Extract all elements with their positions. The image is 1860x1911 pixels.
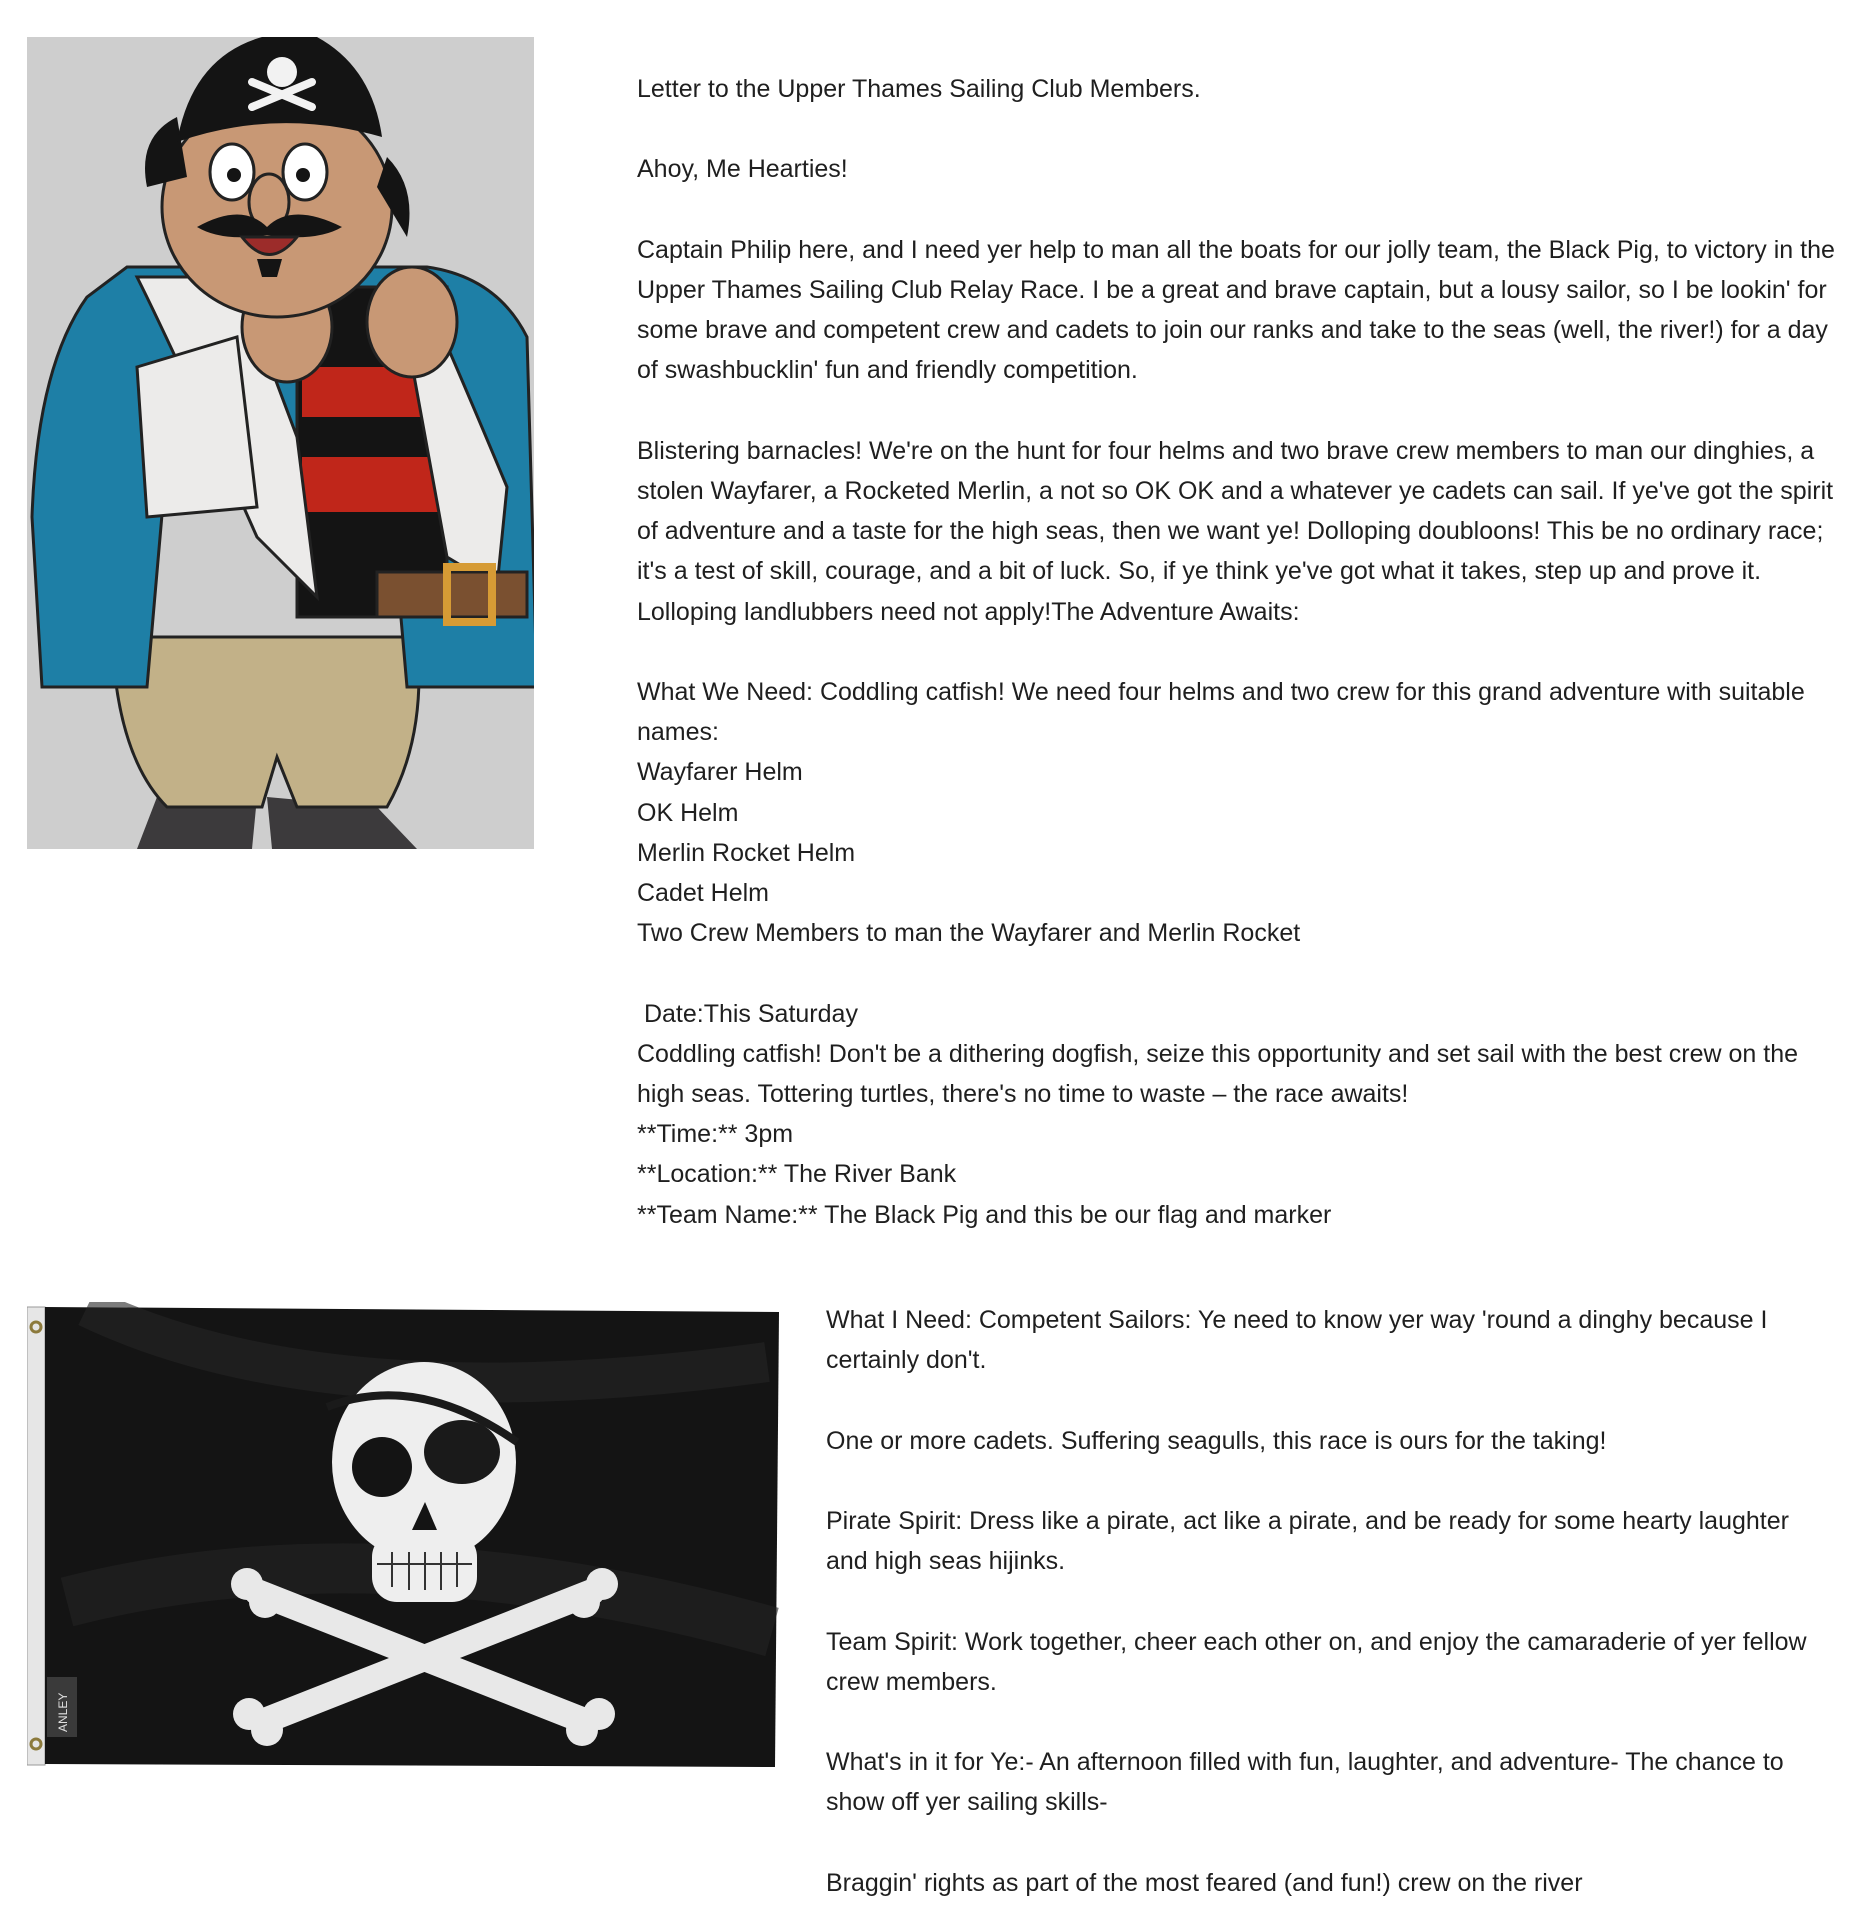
needs-list-item: Two Crew Members to man the Wayfarer and Merlin Rocket <box>637 919 1301 948</box>
flag-brand-label: ANLEY <box>56 1692 70 1732</box>
competent-sailors-paragraph: What I Need: Competent Sailors: Ye need to know yer way 'round a dinghy because I certainly don't. <box>826 1306 1775 1375</box>
paragraph-gap <box>826 1461 1836 1501</box>
intro-paragraph: Captain Philip here, and I need yer help to man all the boats for our jolly team, the Black Pig, to victory in the Upper Thames Sailing Club Relay Race. I be a great and brave captain, but a lousy sailor, so I be lookin' for some brave and competent crew and cadets to join our ranks and take to the seas (well, the river!) for a day of swashbucklin' fun and friendly competition. <box>637 235 1842 385</box>
needs-list-item: OK Helm <box>637 798 739 827</box>
paragraph-gap <box>637 953 1837 993</box>
braggin-rights-paragraph: Braggin' rights as part of the most feared (and fun!) crew on the river <box>826 1868 1583 1897</box>
call-paragraph: Coddling catfish! Don't be a dithering dogfish, seize this opportunity and set sail with the best crew on the high seas. Tottering turtles, there's no time to waste – the race awaits! <box>637 1039 1805 1108</box>
needs-intro: What We Need: Coddling catfish! We need four helms and two crew for this grand adventure with suitable names: <box>637 677 1812 747</box>
needs-list-item: Merlin Rocket Helm <box>637 838 856 867</box>
paragraph-gap <box>637 391 1837 431</box>
paragraph-gap <box>637 109 1837 149</box>
letter-text <box>637 69 1842 1235</box>
paragraph-gap <box>826 1581 1836 1621</box>
greeting: Ahoy, Me Hearties! <box>637 155 848 184</box>
team-spirit-paragraph: Team Spirit: Work together, cheer each other on, and enjoy the camaraderie of yer fellow crew members. <box>826 1627 1814 1696</box>
paragraph-gap <box>826 1823 1836 1863</box>
needs-list-item: Wayfarer Helm <box>637 758 803 787</box>
jolly-roger-flag-icon <box>27 1302 779 1769</box>
jolly-roger-flag-image <box>27 1302 779 1769</box>
pirate-captain-icon <box>27 37 534 849</box>
requirements-text <box>826 1300 1836 1903</box>
needs-list-item: Cadet Helm <box>637 879 769 907</box>
team-name-line: **Team Name:** The Black Pig and this be our flag and marker <box>637 1200 1332 1229</box>
whats-in-it-paragraph: What's in it for Ye:- An afternoon filled with fun, laughter, and adventure- The chance to show off yer sailing skills- <box>826 1748 1791 1817</box>
paragraph-gap <box>826 1702 1836 1742</box>
time-line: **Time:** 3pm <box>637 1120 794 1149</box>
letter-title: Letter to the Upper Thames Sailing Club Members. <box>637 75 1201 103</box>
paragraph-gap <box>826 1380 1836 1420</box>
date-line: Date:This Saturday <box>637 999 858 1028</box>
paragraph-gap <box>637 190 1837 230</box>
paragraph-gap <box>637 632 1837 672</box>
captain-pirate-image <box>27 37 534 849</box>
location-line: **Location:** The River Bank <box>637 1160 957 1189</box>
cadets-paragraph: One or more cadets. Suffering seagulls, this race is ours for the taking! <box>826 1426 1607 1455</box>
hunt-paragraph: Blistering barnacles! We're on the hunt for four helms and two brave crew members to man our dinghies, a stolen Wayfarer, a Rocketed Merlin, a not so OK OK and a whatever ye cadets can sail. If ye've got the spirit of adventure and a taste for the high seas, then we want ye! Dolloping doubloons! This be no ordinary race; it's a test of skill, courage, and a bit of luck. So, if ye think ye've got what it takes, step up and prove it. Lolloping landlubbers need not apply!The Adventure Awaits: <box>637 436 1841 626</box>
pirate-spirit-paragraph: Pirate Spirit: Dress like a pirate, act like a pirate, and be ready for some hearty laughter and high seas hijinks. <box>826 1506 1796 1576</box>
